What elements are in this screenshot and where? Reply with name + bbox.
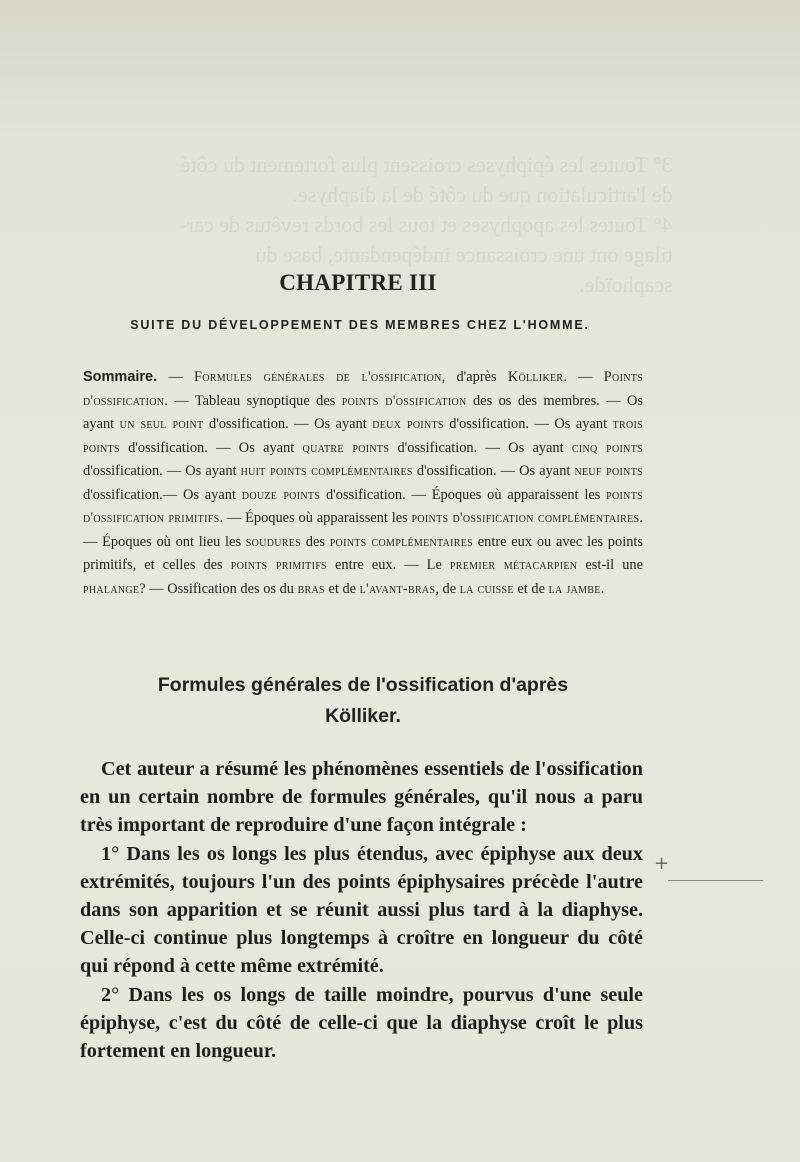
body-paragraph-intro: Cet auteur a résumé les phénomènes essentiels de l'ossification en un certain nombre de formules générales, qu'il nous a paru très important de reproduire d'une façon intégrale : <box>80 758 643 837</box>
body-paragraph-formula-1: 1° Dans les os longs les plus étendus, avec épiphyse aux deux extrémités, toujours l'un des points épiphysaires précède l'autre dans son apparition et se réunit aussi plus tard à la diaphyse. Celle-ci continue plus longtemps à croître en longueur du côté qui répond à cette même extrémité. <box>80 842 643 978</box>
summary-label: Sommaire. <box>83 369 158 385</box>
summary-paragraph: Sommaire. — Formules générales de l'ossification, d'après Kölliker. — Points d'ossification. — Tableau synoptique des points d'ossification des os des membres. — Os ayant un seul point d'ossification. — Os ayant deux points d'ossification. — Os ayant trois points d'ossification. — Os ayant quatre points d'ossification. — Os ayant cinq points d'ossification. — Os ayant huit points complémentaires d'ossification. — Os ayant neuf points d'ossification.— Os ayant douze points d'ossification. — Époques où apparaissent les points d'ossification primitifs. — Époques où apparaissent les points d'ossification complémentaires.— Époques où ont lieu les soudures des points complémentaires entre eux ou avec les points primitifs, et celles des points primitifs entre eux. — Le premier métacarpien est-il une phalange? — Ossification des os du bras et de l'avant-bras, de la cuisse et de la jambe. <box>83 369 644 597</box>
section-heading-line2: Kölliker. <box>325 705 401 727</box>
show-through-text: 3° Toutes les épiphyses croissent plus fortement du côté de l'articulation que du côté de la diaphyse. 4° Toutes les apophyses et tous les bords revêtus de car- tilage ont une croissance indépendante, base du scaphoïde. <box>180 152 673 297</box>
margin-line <box>668 880 763 881</box>
chapter-subtitle: SUITE DU DÉVELOPPEMENT DES MEMBRES CHEZ L'HOMME. <box>130 318 590 332</box>
margin-mark: + <box>654 853 670 874</box>
body-paragraph-formula-2: 2° Dans les os longs de taille moindre, pourvus d'une seule épiphyse, c'est du côté de celle-ci que la diaphyse croît le plus fortement en longueur. <box>80 983 643 1063</box>
chapter-title: CHAPITRE III <box>279 270 437 295</box>
body-text <box>80 755 643 1065</box>
section-heading-line1: Formules générales de l'ossification d'après <box>157 674 569 696</box>
section-heading <box>83 670 643 732</box>
